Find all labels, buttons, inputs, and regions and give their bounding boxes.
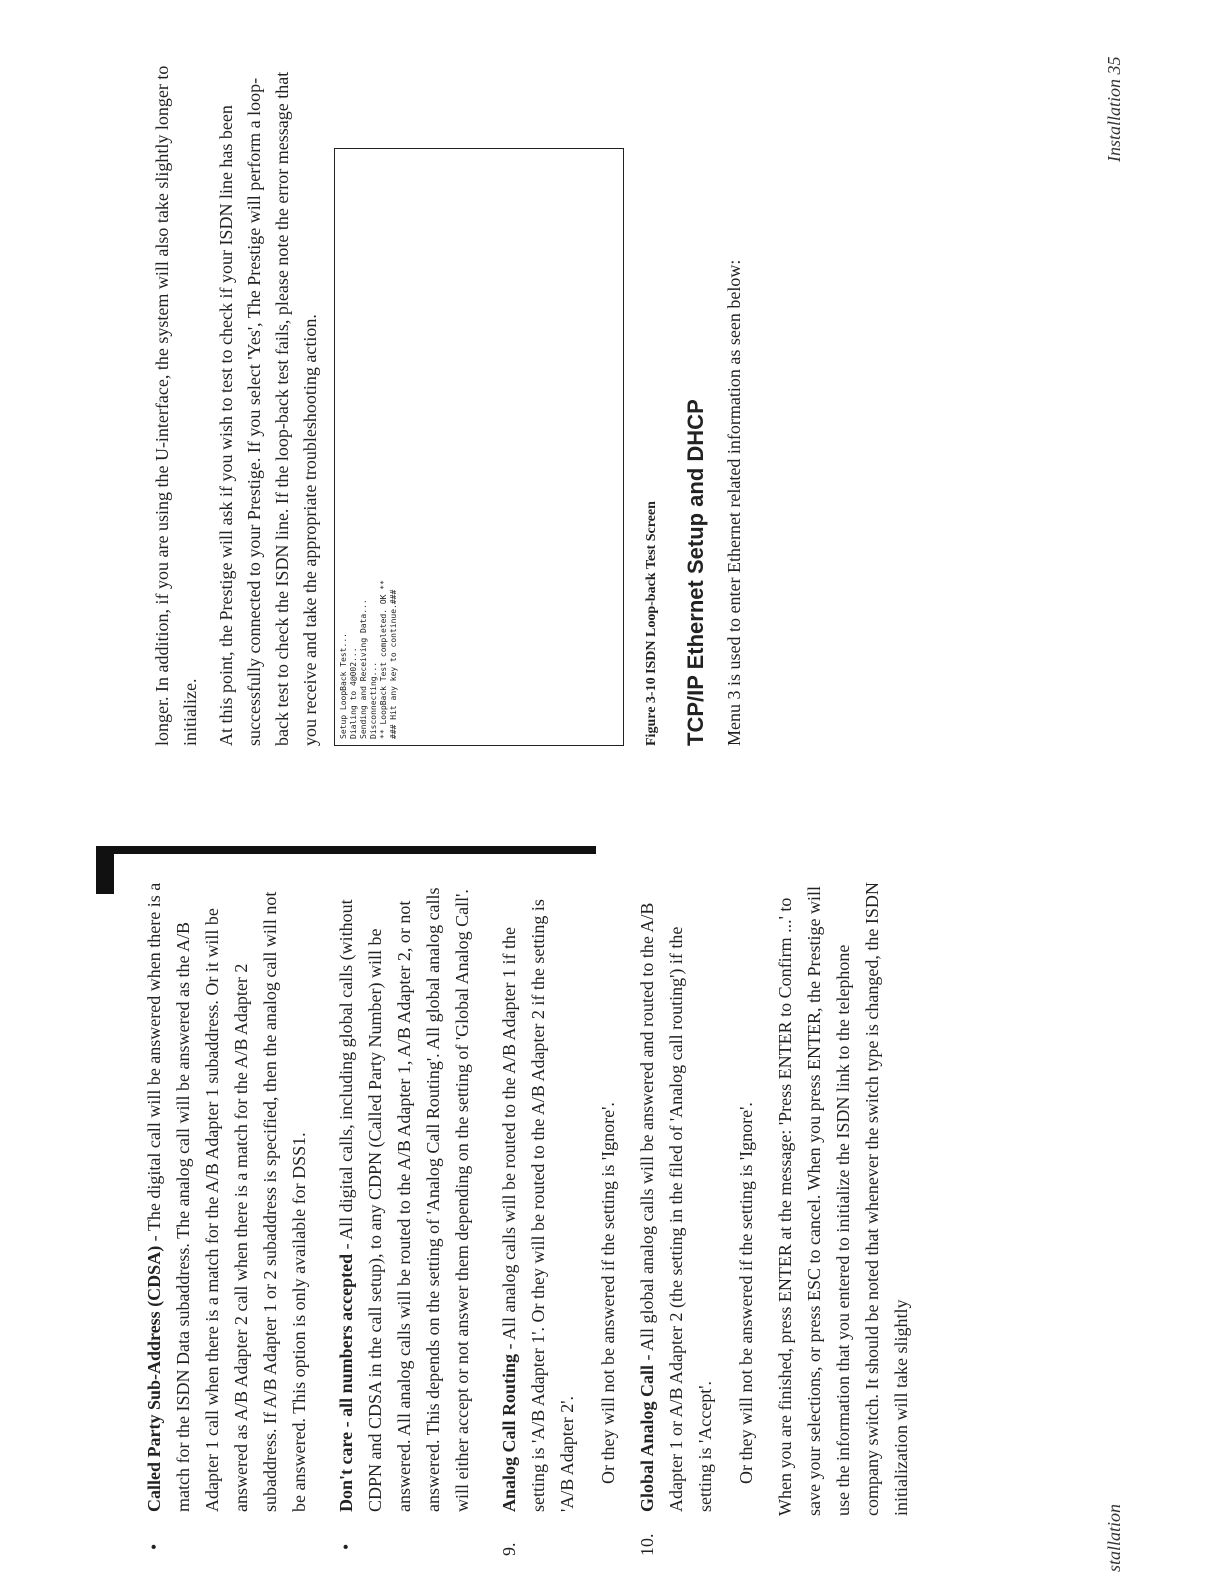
page-divider-bar xyxy=(96,846,596,854)
left-column xyxy=(140,876,916,1556)
terminal-screen xyxy=(334,148,624,746)
terminal-line: Sending and Receiving Data... xyxy=(359,599,368,739)
section-heading: TCP/IP Ethernet Setup and DHCP xyxy=(683,399,708,746)
footer-right: Installation 35 xyxy=(1104,56,1124,162)
bullet-cdsa xyxy=(140,876,314,1556)
terminal-line: ** LoopBack Test completed. OK ** xyxy=(379,580,388,739)
page-divider-tick xyxy=(96,854,114,894)
bullet-dont-care xyxy=(332,876,477,1556)
item-number: 9. xyxy=(499,1542,519,1556)
figure-caption: Figure 3-10 ISDN Loop-back Test Screen xyxy=(644,501,659,746)
terminal-line: Dialing to 4@002... xyxy=(349,647,358,739)
bullet-term: Don't care - all numbers accepted xyxy=(336,1253,356,1512)
paragraph-loopback-intro: At this point, the Prestige will ask if you wish to test to check if your ISDN line has been successfully connected to your Prestige. If you select 'Yes', The Prestige will perform a loop-back test to check the ISDN line. If the loop-back test fails, please note the error message that you receive and take the appropriate troubleshooting action. xyxy=(216,71,320,746)
right-column xyxy=(148,46,756,746)
paragraph-continued: longer. In addition, if you are using the U-interface, the system will also take slightly longer to initialize. xyxy=(152,65,200,746)
item-term: Analog Call Routing xyxy=(499,1353,519,1512)
bullet-text: - The digital call will be answered when there is a match for the ISDN Data subaddress. The analog call will be answered as the A/B Adapter 1 call when there is a match for the A/B Adapter 1 subaddress. Or it will be answered as A/B Adapter 2 call when there is a match for the A/B Adapter 2 subaddress. If A/B Adapter 1 or 2 subaddress is specified, then the analog call will not be answered. This option is only available for DSS1. xyxy=(144,882,309,1512)
bullet-term: Called Party Sub-Address (CDSA) xyxy=(144,1245,164,1512)
section-text: Menu 3 is used to enter Ethernet related information as seen below: xyxy=(724,259,744,746)
terminal-line: Setup LoopBack Test... xyxy=(339,633,348,739)
closing-paragraph: When you are finished, press ENTER at the message: 'Press ENTER to Confirm ...' to save your selections, or press ESC to cancel. When you press ENTER, the Prestige will use the information that you entered to initialize the ISDN link to the telephone company switch. It should be noted that whenever the switch type is changed, the ISDN initialization will take slightly xyxy=(775,882,911,1516)
footer-left: stallation xyxy=(1104,1503,1124,1572)
item-analog-call-routing xyxy=(495,876,582,1556)
item-sub-line: Or they will not be answered if the setting is 'Ignore'. xyxy=(736,1102,756,1484)
bullet-text: - All digital calls, including global calls (without CDPN and CDSA in the call setup), to any CDPN (Called Party Number) will be answered. All analog calls will be routed to the A/B Adapter 1, A/B Adapter 2, or not answered. This depends on the setting of 'Analog Call Routing'. All global analog calls will either accept or not answer them depending on the setting of 'Global Analog Call'. xyxy=(336,887,472,1512)
terminal-line: ### Hit any key to continue.### xyxy=(389,589,398,739)
item-global-analog-call xyxy=(633,876,720,1556)
item-text: - All global analog calls will be answered and routed to the A/B Adapter 1 or A/B Adapter 2 (the setting in the filed of 'Analog call routing') if the setting is 'Accept'. xyxy=(637,902,715,1512)
item-text: - All analog calls will be routed to the A/B Adapter 1 if the setting is 'A/B Adapter 1'. Or they will be routed to the A/B Adapter 2 if the setting is 'A/B Adapter 2'. xyxy=(499,899,577,1512)
item-sub-line: Or they will not be answered if the setting is 'Ignore'. xyxy=(598,1102,618,1484)
terminal-line: Disconnecting... xyxy=(369,661,378,739)
item-term: Global Analog Call xyxy=(637,1364,657,1512)
item-number: 10. xyxy=(637,1533,657,1556)
